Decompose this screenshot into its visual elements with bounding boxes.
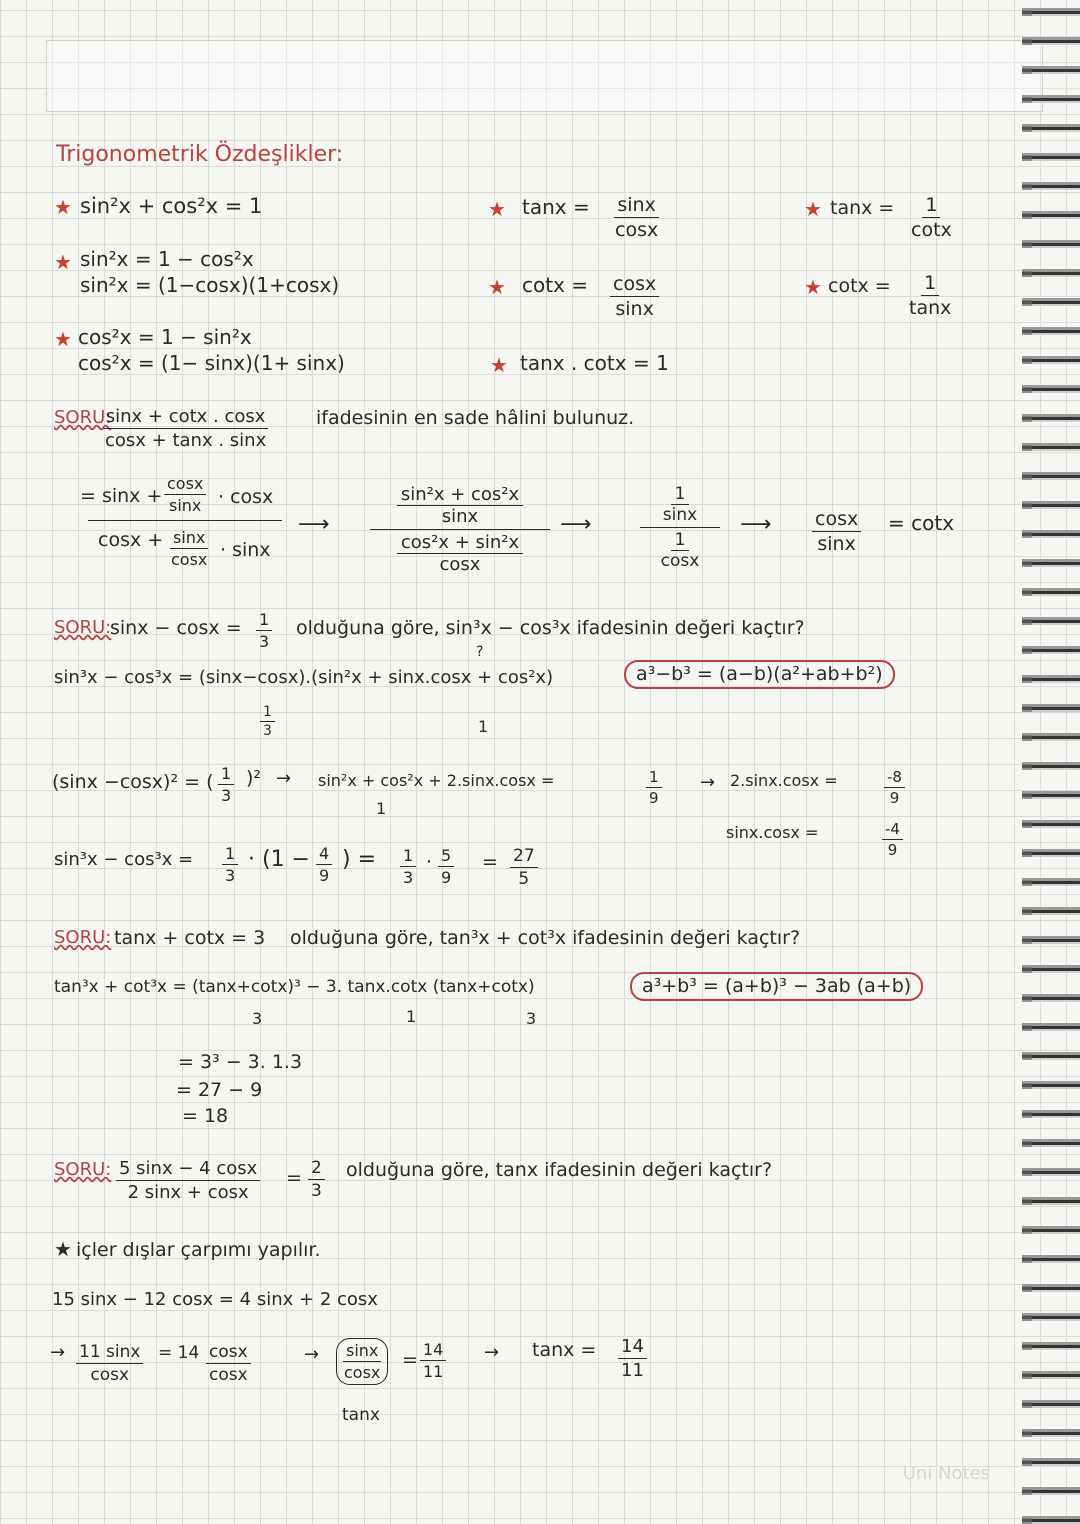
arrow-icon: → [50,1342,66,1363]
arrow-icon: → [700,772,716,793]
question-mark: ? [476,644,484,660]
q2-result-frac-b: $\frac{4}{9}$ [316,844,332,885]
star-icon: ★ [804,275,822,299]
q2-dot: · [426,851,433,873]
q2-result-close: ) = [342,847,377,872]
q2-result-paren: · (1 − [248,847,310,872]
question-1-expression: $\frac{\sin x + \cot x . \cos x}{\cos x + \tan x . \sin x}$ [102,406,269,451]
q2-result-frac-a: $\frac{1}{3}$ [222,844,238,885]
arrow-icon: ⟶ [740,512,772,537]
q2-square-fraction: $\frac{1}{3}$ [218,764,234,805]
q4-final-answer: $\frac{14}{11}$ [618,1336,647,1381]
star-icon: ★ [54,195,72,219]
q3-step-1: = 3³ − 3. 1.3 [178,1051,303,1073]
question-4-text: olduğuna göre, tanx ifadesinin değeri kaçtır? [346,1159,773,1181]
q2-result-lhs: sin³x − cos³x = [54,849,194,870]
q2-product-fraction: $\frac{-4}{9}$ [882,820,903,859]
star-icon: ★ [54,327,72,351]
q2-factorization: sin³x − cos³x = (sinx−cosx).(sin²x + sinx.cosx + cos²x) [54,667,554,688]
q2-underbrace-1: $\frac{1}{3}$ [260,704,275,739]
q4-cross-multiplication: 15 sinx − 12 cosx = 4 sinx + 2 cosx [52,1289,378,1310]
question-4-expression: $\frac{5 \sin x - 4 \cos x}{2 \sin x + \cos x}$ [116,1158,260,1203]
binding-holes [1022,0,1032,1524]
arrow-icon: → [304,1344,320,1365]
q1-step1-bfrac: $\frac{\sin x}{\cos x}$ [171,528,208,569]
q2-result-frac-c: $\frac{1}{3}$ [400,846,416,887]
identity-3a: cos²x = 1 − sin²x [78,325,252,349]
fraction-bar [88,520,282,521]
q2-expansion-one: 1 [376,799,387,818]
q4-final-lhs: tanx = [532,1339,597,1361]
question-4-eq: = [286,1167,302,1189]
identity-2b: sin²x = (1−cosx)(1+cosx) [80,273,340,297]
q2-double-product-fraction: $\frac{-8}{9}$ [884,768,905,807]
question-2-label: SORU: [54,617,112,638]
arrow-icon: ⟶ [298,512,330,537]
cot-recip-fraction: $\frac{1}{\tan x}$ [909,272,952,319]
q1-step1-bdot: · sinx [220,539,271,561]
question-2-text: olduğuna göre, sin³x − cos³x ifadesinin değeri kaçtır? [296,617,805,639]
cot-recip-lhs: cotx = [828,275,891,297]
q4-step-eq: = 14 [158,1343,200,1363]
question-2-fraction: $\frac{1}{3}$ [256,610,272,651]
tan-recip-fraction: $\frac{1}{\cot x}$ [911,194,952,241]
q2-square-lhs: (sinx −cosx)² = ( [52,771,214,793]
q4-step-frac-d: $\frac{14}{11}$ [420,1340,446,1381]
q1-step1-dot: · cosx [218,486,274,508]
q2-double-product: 2.sinx.cosx = [730,771,838,790]
question-1-label: SORU: [54,407,112,428]
q1-step2: sin²x + cos²x sinx cos²x + sin²x cosx [370,484,550,575]
page-title: Trigonometrik Özdeşlikler: [56,142,344,167]
star-icon: ★ [490,353,508,377]
q4-step-frac-b: $\frac{\cos x}{\cos x}$ [206,1342,251,1385]
q2-expansion: sin²x + cos²x + 2.sinx.cosx = [318,771,555,790]
tan-cot-product: tanx . cotx = 1 [520,351,669,375]
cot-def-fraction: $\frac{\cos x}{\sin x}$ [610,273,659,320]
q3-underbrace-1: 3 [252,1009,263,1028]
star-icon: ★ [804,197,822,221]
q2-expansion-fraction: $\frac{1}{9}$ [646,768,662,807]
q2-product: sinx.cosx = [726,823,819,842]
arrow-icon: → [276,768,292,789]
star-icon: ★ [488,275,506,299]
q2-square-end: )² [246,767,262,789]
star-icon: ★ [54,1237,72,1261]
q1-step1-frac: $\frac{\cos x}{\sin x}$ [164,474,206,515]
q4-step-frac-a: $\frac{11 \sin x}{\cos x}$ [76,1342,143,1385]
question-3-text: olduğuna göre, tan³x + cot³x ifadesinin değeri kaçtır? [290,927,801,949]
q2-result-eq: = [482,851,498,873]
arrow-icon: ⟶ [560,512,592,537]
q3-final-answer: = 18 [182,1105,229,1127]
q1-step3: 1 sinx 1 cosx [640,484,720,571]
q3-underbrace-2: 1 [406,1007,417,1026]
identity-1: sin²x + cos²x = 1 [80,194,263,218]
question-1-text: ifadesinin en sade hâlini bulunuz. [316,407,635,429]
question-4-label: SORU: [54,1159,112,1180]
q4-step-frac-c: $\frac{\sin x}{\cos x}$ [336,1338,388,1385]
q2-final-answer: $\frac{27}{5}$ [510,846,538,889]
question-4-fraction: $\frac{2}{3}$ [308,1158,325,1201]
q2-formula-box: a³−b³ = (a−b)(a²+ab+b²) [624,660,895,689]
q1-step1-bottom: cosx + [98,529,164,551]
header-box [46,40,1043,112]
tan-recip-lhs: tanx = [830,197,895,219]
q4-step-eq2: = [402,1349,418,1371]
q4-note: içler dışlar çarpımı yapılır. [76,1239,321,1261]
tan-def-lhs: tanx = [522,195,590,219]
q3-formula-box: a³+b³ = (a+b)³ − 3ab (a+b) [630,972,923,1001]
question-3-label: SORU: [54,927,112,948]
star-icon: ★ [488,197,506,221]
watermark: Uni Notes [902,1463,990,1484]
identity-2a: sin²x = 1 − cos²x [80,247,254,271]
q4-tanx-label: tanx [342,1405,380,1425]
tan-def-fraction: $\frac{\sin x}{\cos x}$ [615,194,659,241]
q1-result: = cotx [888,511,955,535]
q1-step4-frac: $\frac{\cos x}{\sin x}$ [812,508,861,555]
q2-result-frac-d: $\frac{5}{9}$ [438,846,454,887]
cot-def-lhs: cotx = [522,273,589,297]
q3-identity: tan³x + cot³x = (tanx+cotx)³ − 3. tanx.cotx (tanx+cotx) [54,977,535,997]
q3-step-2: = 27 − 9 [176,1079,263,1101]
star-icon: ★ [54,250,72,274]
question-3-lhs: tanx + cotx = 3 [114,927,266,949]
q2-underbrace-2: 1 [478,717,489,736]
question-2-lhs: sinx − cosx = [110,617,242,639]
q1-step1-top: = sinx + [80,485,163,507]
q3-underbrace-3: 3 [526,1009,537,1028]
arrow-icon: → [484,1342,500,1363]
identity-3b: cos²x = (1− sinx)(1+ sinx) [78,351,345,375]
